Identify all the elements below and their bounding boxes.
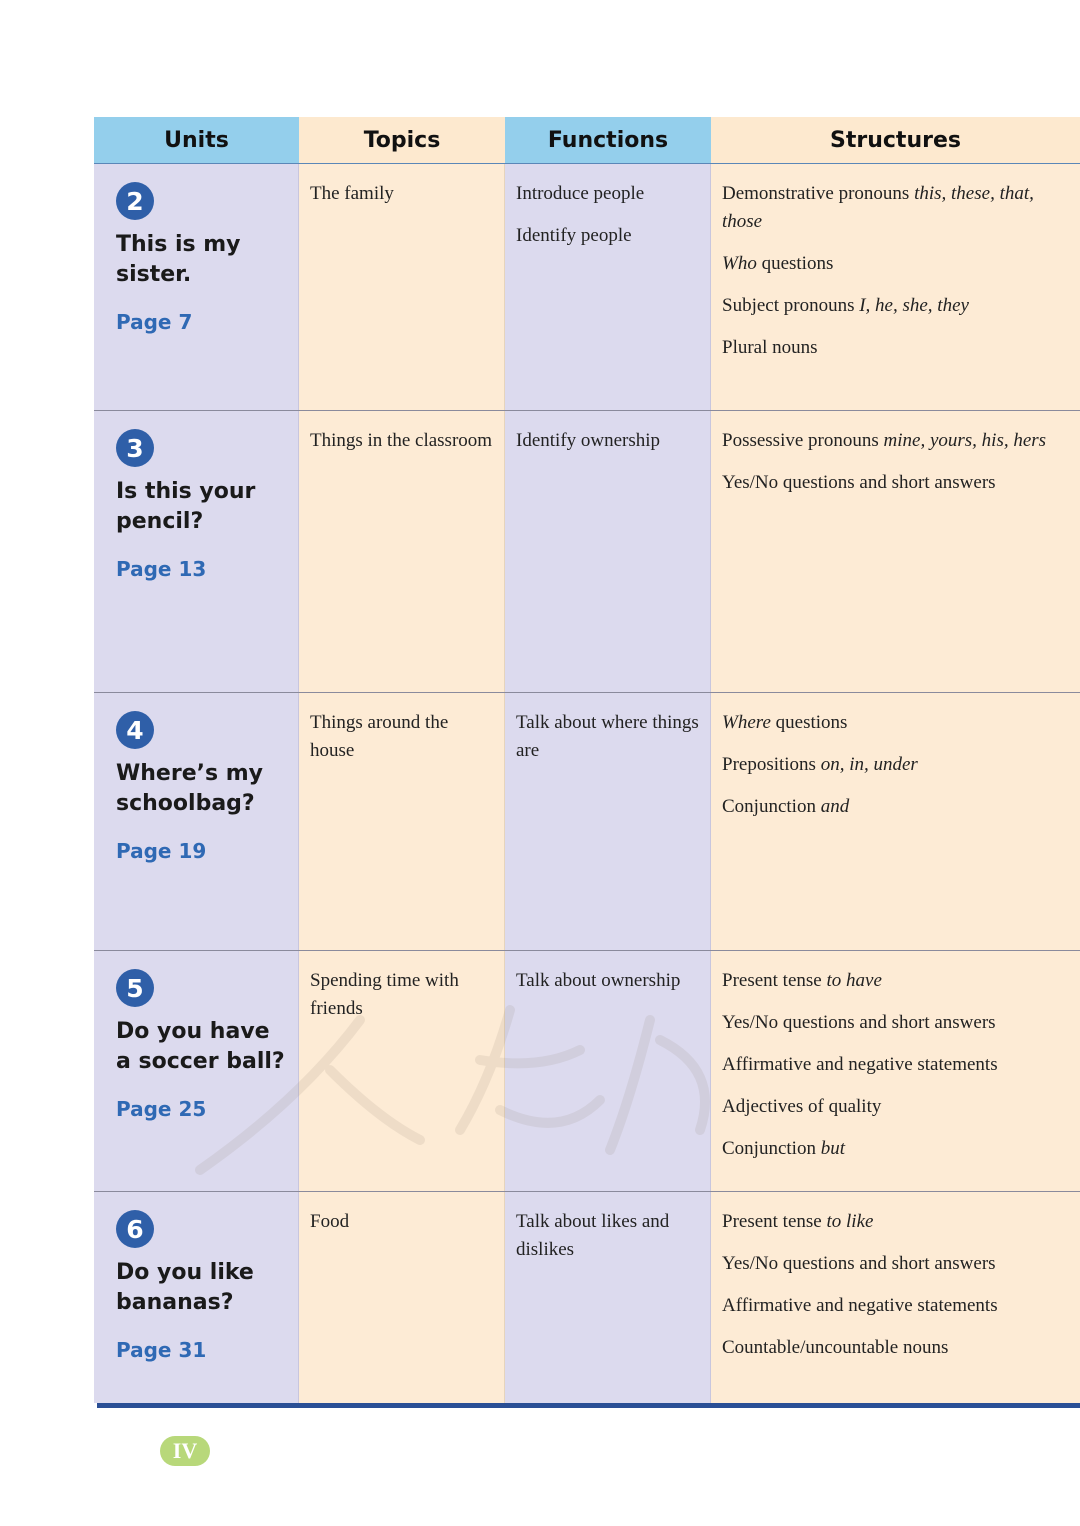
topic-cell [299, 693, 505, 950]
structure-item [722, 1093, 1070, 1121]
structure-item-italic-text: mine, yours, his, hers [883, 430, 1047, 451]
structure-item-italic-text: on, in, under [820, 754, 918, 775]
table-header [94, 117, 1080, 164]
structure-item [722, 1250, 1070, 1278]
unit-cell [94, 164, 299, 410]
structure-item-text: Prepositions [722, 754, 821, 775]
topic-text: Food [310, 1211, 350, 1232]
topic-text: The family [310, 183, 394, 204]
function-item: Talk about likes and dislikes [516, 1211, 670, 1260]
structure-item-text: Demonstrative pronouns [722, 183, 915, 204]
topic-text: Things around the house [310, 712, 449, 761]
functions-cell [505, 1192, 711, 1403]
functions-cell [505, 693, 711, 950]
function-item: Identify people [516, 225, 632, 246]
structure-item [722, 334, 1070, 362]
structure-item-text: Countable/uncountable nouns [722, 1337, 949, 1358]
unit-number-badge: 5 [116, 969, 154, 1007]
topic-cell [299, 1192, 505, 1403]
structure-item [722, 1292, 1070, 1320]
contents-table [94, 117, 1080, 1403]
structures-cell [711, 693, 1080, 950]
unit-page-link[interactable]: Page 31 [116, 1338, 207, 1362]
structure-item [722, 709, 1070, 737]
structure-item-text: Affirmative and negative statements [722, 1295, 998, 1316]
structure-item-text: Adjectives of quality [722, 1096, 882, 1117]
structure-item-text: questions [770, 712, 848, 733]
unit-cell [94, 1192, 299, 1403]
structure-item-text: questions [756, 253, 834, 274]
structure-item-text: Yes/No questions and short answers [722, 472, 996, 493]
table-row [94, 693, 1080, 951]
structure-item [722, 967, 1070, 995]
functions-cell [505, 164, 711, 410]
structure-item-italic-text: to like [826, 1211, 874, 1232]
unit-number-badge: 3 [116, 429, 154, 467]
header-units: Units [94, 117, 299, 163]
header-functions: Functions [505, 117, 711, 163]
structure-item-italic-text: I, he, she, they [859, 295, 969, 316]
bottom-rule [97, 1403, 1080, 1408]
structure-item [722, 1009, 1070, 1037]
structure-item [722, 1051, 1070, 1079]
structure-item [722, 292, 1070, 320]
functions-cell [505, 951, 711, 1191]
unit-page-link[interactable]: Page 13 [116, 557, 207, 581]
structure-item [722, 751, 1070, 779]
unit-title: Do you like bananas? [116, 1260, 254, 1315]
table-row [94, 411, 1080, 693]
structure-item [722, 1135, 1070, 1163]
unit-number-badge: 6 [116, 1210, 154, 1248]
structure-item-italic-text: Who [722, 253, 757, 274]
function-item: Introduce people [516, 183, 645, 204]
structure-item [722, 793, 1070, 821]
structure-item-text: Conjunction [722, 796, 821, 817]
functions-cell [505, 411, 711, 692]
structure-item-text: Present tense [722, 970, 827, 991]
topic-text: Things in the classroom [310, 430, 493, 451]
structure-item-text: Conjunction [722, 1138, 821, 1159]
function-item: Talk about where things are [516, 712, 699, 761]
unit-cell [94, 693, 299, 950]
structure-item-text: Yes/No questions and short answers [722, 1012, 996, 1033]
structure-item-italic-text: to have [826, 970, 882, 991]
table-row [94, 1192, 1080, 1403]
function-item: Identify ownership [516, 430, 661, 451]
unit-number-badge: 4 [116, 711, 154, 749]
structure-item-text: Plural nouns [722, 337, 818, 358]
header-structures: Structures [711, 117, 1080, 163]
unit-title: Where’s my schoolbag? [116, 761, 263, 816]
header-topics: Topics [299, 117, 505, 163]
structure-item-text: Yes/No questions and short answers [722, 1253, 996, 1274]
structures-cell [711, 1192, 1080, 1403]
unit-cell [94, 411, 299, 692]
unit-cell [94, 951, 299, 1191]
structure-item-text: Possessive pronouns [722, 430, 884, 451]
topic-text: Spending time with friends [310, 970, 459, 1019]
structure-item [722, 427, 1070, 455]
structures-cell [711, 164, 1080, 410]
structure-item-text: Affirmative and negative statements [722, 1054, 998, 1075]
structure-item-italic-text: but [820, 1138, 845, 1159]
structure-item [722, 250, 1070, 278]
table-row [94, 164, 1080, 411]
table-row [94, 951, 1080, 1192]
structure-item-italic-text: and [820, 796, 850, 817]
unit-page-link[interactable]: Page 7 [116, 310, 193, 334]
topic-cell [299, 951, 505, 1191]
structure-item-italic-text: Where [722, 712, 771, 733]
structure-item-italic-text: this, these, that, those [722, 183, 1034, 232]
structure-item-text: Present tense [722, 1211, 827, 1232]
structure-item [722, 469, 1070, 497]
structures-cell [711, 951, 1080, 1191]
topic-cell [299, 411, 505, 692]
unit-page-link[interactable]: Page 25 [116, 1097, 207, 1121]
unit-title: This is my sister. [116, 232, 241, 287]
unit-title: Is this your pencil? [116, 479, 256, 534]
page-number-badge: IV [160, 1436, 210, 1466]
structure-item [722, 180, 1070, 236]
structure-item [722, 1208, 1070, 1236]
unit-number-badge: 2 [116, 182, 154, 220]
unit-title: Do you have a soccer ball? [116, 1019, 285, 1074]
structure-item [722, 1334, 1070, 1362]
structures-cell [711, 411, 1080, 692]
function-item: Talk about ownership [516, 970, 681, 991]
topic-cell [299, 164, 505, 410]
structure-item-text: Subject pronouns [722, 295, 860, 316]
unit-page-link[interactable]: Page 19 [116, 839, 207, 863]
